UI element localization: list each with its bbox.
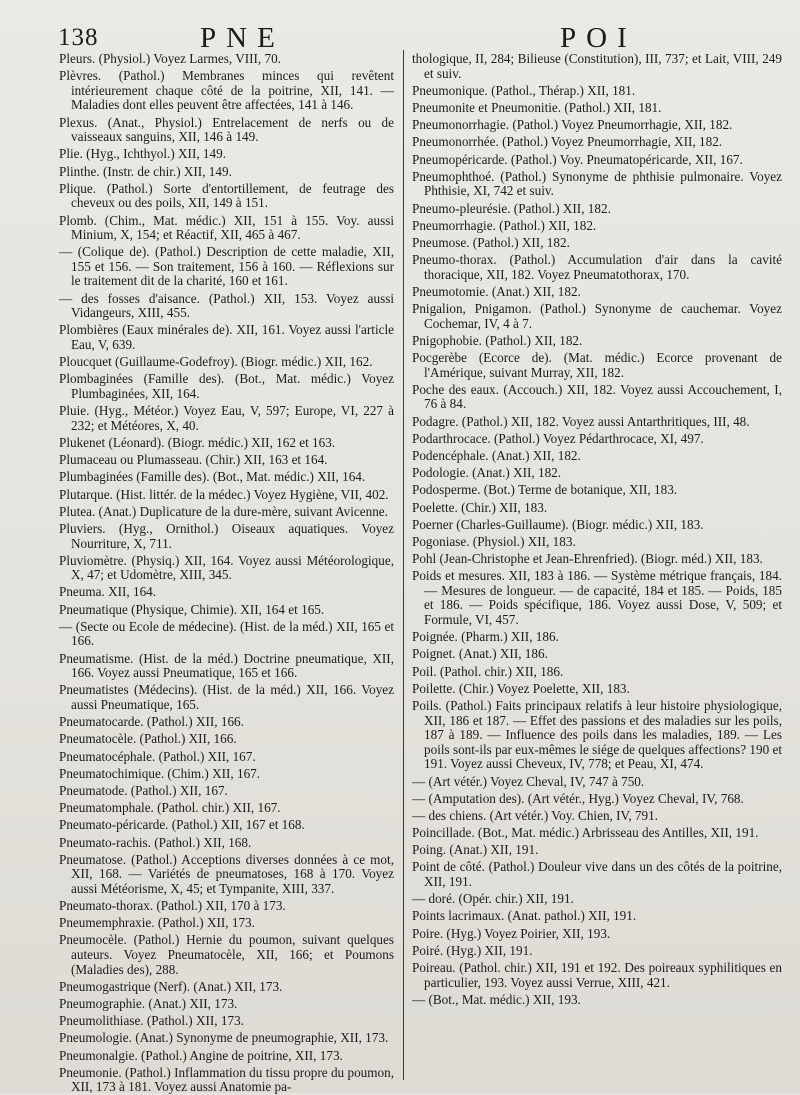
index-entry: Pluie. (Hyg., Météor.) Voyez Eau, V, 597; Europe, VI, 227 à 232; et Météores, X, 40.: [59, 403, 394, 433]
index-entry: Poing. (Anat.) XII, 191.: [412, 842, 539, 858]
index-entry: Poche des eaux. (Accouch.) XII, 182. Voyez aussi Accouchement, I, 76 à 84.: [412, 381, 782, 412]
index-entry: Plukenet (Léonard). (Biogr. médic.) XII, 162 et 163.: [59, 434, 336, 450]
index-entry: Plutarque. (Hist. littér. de la médec.) Voyez Hygiène, VII, 402.: [59, 486, 389, 502]
index-entry: Poerner (Charles-Guillaume). (Biogr. médic.) XII, 183.: [412, 516, 704, 532]
right-column: [412, 52, 782, 1082]
index-entry: Pneumo-pleurésie. (Pathol.) XII, 182.: [412, 200, 611, 216]
index-entry: Poire. (Hyg.) Voyez Poirier, XII, 193.: [412, 925, 611, 941]
index-entry: Plombières (Eaux minérales de). XII, 161. Voyez aussi l'article Eau, V, 639.: [59, 322, 394, 353]
index-entry: Pneumato-thorax. (Pathol.) XII, 170 à 173.: [59, 898, 286, 914]
right-guide-word: POI: [560, 22, 637, 54]
index-entry: Pneumonorrhagie. (Pathol.) Voyez Pneumorrhagie, XII, 182.: [412, 117, 733, 133]
index-entry: Pnigalion, Pnigamon. (Pathol.) Synonyme de cauchemar. Voyez Cochemar, IV, 4 à 7.: [412, 301, 782, 331]
index-entry: — des fosses d'aisance. (Pathol.) XII, 153. Voyez aussi Vidangeurs, XIII, 455.: [59, 290, 394, 321]
index-entry: Poiré. (Hyg.) XII, 191.: [412, 942, 533, 958]
index-entry: Podarthrocace. (Pathol.) Voyez Pédarthrocace, XI, 497.: [412, 430, 704, 446]
index-entry: Pneumatocéphale. (Pathol.) XII, 167.: [59, 748, 256, 764]
index-entry: Pneumocèle. (Pathol.) Hernie du poumon, suivant quelques auteurs. Voyez Pneumatocèle, XII, 166; et Poumons (Maladies des), 288.: [59, 932, 394, 977]
index-entry: Poids et mesures. XII, 183 à 186. — Système métrique français, 184. — Mesures de longueur. — de capacité, 184 et 185. — Poids, 185 et 186. — Poids spécifique, 186. Voyez aussi Dose, V, 509; et Formule, VI, 457.: [412, 568, 782, 628]
index-entry: Plie. (Hyg., Ichthyol.) XII, 149.: [59, 146, 227, 162]
index-entry: Plomb. (Chim., Mat. médic.) XII, 151 à 155. Voy. aussi Minium, X, 154; et Réactif, XII, 465 à 467.: [59, 212, 394, 243]
index-entry: Plumbaginées (Famille des). (Bot., Mat. médic.) XII, 164.: [59, 469, 366, 485]
column-divider: [403, 50, 404, 1080]
index-entry: Ploucquet (Guillaume-Godefroy). (Biogr. médic.) XII, 162.: [59, 354, 373, 370]
index-entry: Pleurs. (Physiol.) Voyez Larmes, VIII, 70.: [59, 51, 281, 66]
index-entry: Pneumorrhagie. (Pathol.) XII, 182.: [412, 217, 597, 233]
index-entry: Pneumolithiase. (Pathol.) XII, 173.: [59, 1013, 244, 1029]
index-entry: Point de côté. (Pathol.) Douleur vive dans un des côtés de la poitrine, XII, 191.: [412, 859, 782, 890]
index-entry: Poignée. (Pharm.) XII, 186.: [412, 629, 559, 645]
index-entry: Pneumonite et Pneumonitie. (Pathol.) XII, 181.: [412, 99, 662, 115]
index-entry: Pneumophthoé. (Pathol.) Synonyme de phthisie pulmonaire. Voyez Phthisie, XI, 742 et suiv.: [412, 168, 782, 199]
index-entry: Poincillade. (Bot., Mat. médic.) Arbrisseau des Antilles, XII, 191.: [412, 825, 759, 841]
index-entry: — (Bot., Mat. médic.) XII, 193.: [412, 991, 581, 1007]
index-entry: Pneumato-péricarde. (Pathol.) XII, 167 et 168.: [59, 817, 305, 833]
index-entry: Pneumatocèle. (Pathol.) XII, 166.: [59, 731, 237, 747]
index-entry: Plinthe. (Instr. de chir.) XII, 149.: [59, 163, 232, 179]
index-entry: — (Secte ou Ecole de médecine). (Hist. de la méd.) XII, 165 et 166.: [59, 618, 394, 649]
index-entry: Pneumogastrique (Nerf). (Anat.) XII, 173.: [59, 978, 283, 994]
index-entry: Plexus. (Anat., Physiol.) Entrelacement de nerfs ou de vaisseaux sanguins, XII, 146 à 149.: [59, 114, 394, 145]
index-entry: Poignet. (Anat.) XII, 186.: [412, 646, 548, 662]
index-entry: Pneumose. (Pathol.) XII, 182.: [412, 234, 570, 250]
index-entry: — des chiens. (Art vétér.) Voy. Chien, IV, 791.: [412, 807, 659, 823]
index-entry: Poireau. (Pathol. chir.) XII, 191 et 192. Des poireaux syphilitiques en particulier, 193. Voyez aussi Verrue, XIII, 421.: [412, 960, 782, 990]
index-entry: Pneumatochimique. (Chim.) XII, 167.: [59, 765, 261, 781]
index-entry: Points lacrimaux. (Anat. pathol.) XII, 191.: [412, 908, 637, 924]
index-entry: — (Amputation des). (Art vétér., Hyg.) Voyez Cheval, IV, 768.: [412, 790, 744, 806]
index-entry: Pneumatose. (Pathol.) Acceptions diverses données à ce mot, XII, 168. — Variétés de pneumatoses, 168 à 170. Voyez aussi Météorisme, X, 45; et Tympanite, XIII, 337.: [59, 851, 394, 896]
index-entry: Pneuma. XII, 164.: [59, 584, 157, 600]
index-entry: Pneumonorrhée. (Pathol.) Voyez Pneumorrhagie, XII, 182.: [412, 134, 723, 150]
index-entry: Pluviomètre. (Physiq.) XII, 164. Voyez aussi Météorologique, X, 47; et Udomètre, XIII, 345.: [59, 552, 394, 583]
index-entry: Plumaceau ou Plumasseau. (Chir.) XII, 163 et 164.: [59, 452, 328, 468]
index-entry: Pocgerèbe (Ecorce de). (Mat. médic.) Ecorce provenant de l'Amérique, suivant Murray, XII, 182.: [412, 350, 782, 380]
index-entry: thologique, II, 284; Bilieuse (Constitution), III, 737; et Lait, VIII, 249 et suiv.: [412, 51, 782, 81]
index-entry: — (Colique de). (Pathol.) Description de cette maladie, XII, 155 et 156. — Son traitement, 156 à 160. — Réflexions sur le traitement dit de la charité, 160 et 161.: [59, 244, 394, 289]
index-entry: Pneumatomphale. (Pathol. chir.) XII, 167.: [59, 800, 281, 816]
index-entry: Pogoniase. (Physiol.) XII, 183.: [412, 533, 576, 549]
index-entry: Pneumographie. (Anat.) XII, 173.: [59, 996, 238, 1011]
page-number: 138: [58, 24, 99, 51]
index-entry: Pneumonique. (Pathol., Thérap.) XII, 181.: [412, 82, 636, 98]
index-entry: Pnigophobie. (Pathol.) XII, 182.: [412, 332, 583, 348]
index-entry: Plèvres. (Pathol.) Membranes minces qui revêtent intérieurement chaque côté de la poitrine, XII, 141. — Maladies dont elles peuvent être affectées, 141 à 146.: [59, 68, 394, 113]
index-entry: Pneumemphraxie. (Pathol.) XII, 173.: [59, 915, 255, 931]
index-entry: Pneumatique (Physique, Chimie). XII, 164 et 165.: [59, 601, 325, 617]
index-entry: — (Art vétér.) Voyez Cheval, IV, 747 à 750.: [412, 773, 645, 789]
index-entry: Podagre. (Pathol.) XII, 182. Voyez aussi Antarthritiques, III, 48.: [412, 413, 750, 429]
index-entry: Pneumonalgie. (Pathol.) Angine de poitrine, XII, 173.: [59, 1047, 343, 1063]
index-entry: Pneumatisme. (Hist. de la méd.) Doctrine pneumatique, XII, 166. Voyez aussi Pneumatique, 165 et 166.: [59, 650, 394, 681]
index-entry: Plutea. (Anat.) Duplicature de la dure-mère, suivant Avicenne.: [59, 503, 388, 519]
index-entry: Poilette. (Chir.) Voyez Poelette, XII, 183.: [412, 680, 630, 696]
index-entry: — doré. (Opér. chir.) XII, 191.: [412, 891, 574, 907]
index-entry: Podologie. (Anat.) XII, 182.: [412, 465, 562, 481]
index-entry: Pneumatocarde. (Pathol.) XII, 166.: [59, 714, 244, 730]
index-entry: Pneumologie. (Anat.) Synonyme de pneumographie, XII, 173.: [59, 1030, 389, 1046]
left-guide-word: PNE: [200, 22, 285, 54]
index-entry: Pluviers. (Hyg., Ornithol.) Oiseaux aquatiques. Voyez Nourriture, X, 711.: [59, 520, 394, 551]
index-entry: Pneumo-thorax. (Pathol.) Accumulation d'air dans la cavité thoracique, XII, 182. Voyez Pneumatothorax, 170.: [412, 252, 782, 282]
left-column: [59, 51, 394, 1095]
index-entry: Plombaginées (Famille des). (Bot., Mat. médic.) Voyez Plumbaginées, XII, 164.: [59, 371, 394, 401]
index-entry: Pneumatode. (Pathol.) XII, 167.: [59, 782, 228, 798]
index-entry: Poil. (Pathol. chir.) XII, 186.: [412, 663, 564, 679]
index-entry: Pneumato-rachis. (Pathol.) XII, 168.: [59, 834, 252, 850]
index-entry: Pneumopéricarde. (Pathol.) Voy. Pneumatopéricarde, XII, 167.: [412, 151, 743, 167]
index-entry: Pneumotomie. (Anat.) XII, 182.: [412, 283, 581, 299]
index-entry: Pneumatistes (Médecins). (Hist. de la méd.) XII, 166. Voyez aussi Pneumatique, 165.: [59, 682, 394, 712]
index-entry: Plique. (Pathol.) Sorte d'entortillement, de feutrage des cheveux ou des poils, XII, 149 à 151.: [59, 180, 394, 211]
index-entry: Poils. (Pathol.) Faits principaux relatifs à leur histoire physiologique, XII, 186 et 187. — Effet des passions et des maladies sur les poils, 187 à 189. — Influence des poils dans les maladies, 189. — Les poils sont-ils par eux-mêmes le siége de quelques affections? 190 et 191. Voyez aussi Cheveux, IV, 778; et Peau, XI, 474.: [412, 697, 782, 772]
index-entry: Pneumonie. (Pathol.) Inflammation du tissu propre du poumon, XII, 173 à 181. Voyez aussi Anatomie pa-: [59, 1064, 394, 1095]
index-entry: Podencéphale. (Anat.) XII, 182.: [412, 447, 581, 463]
index-entry: Podosperme. (Bot.) Terme de botanique, XII, 183.: [412, 482, 678, 498]
index-entry: Pohl (Jean-Christophe et Jean-Ehrenfried). (Biogr. méd.) XII, 183.: [412, 551, 763, 567]
index-entry: Poelette. (Chir.) XII, 183.: [412, 499, 548, 515]
